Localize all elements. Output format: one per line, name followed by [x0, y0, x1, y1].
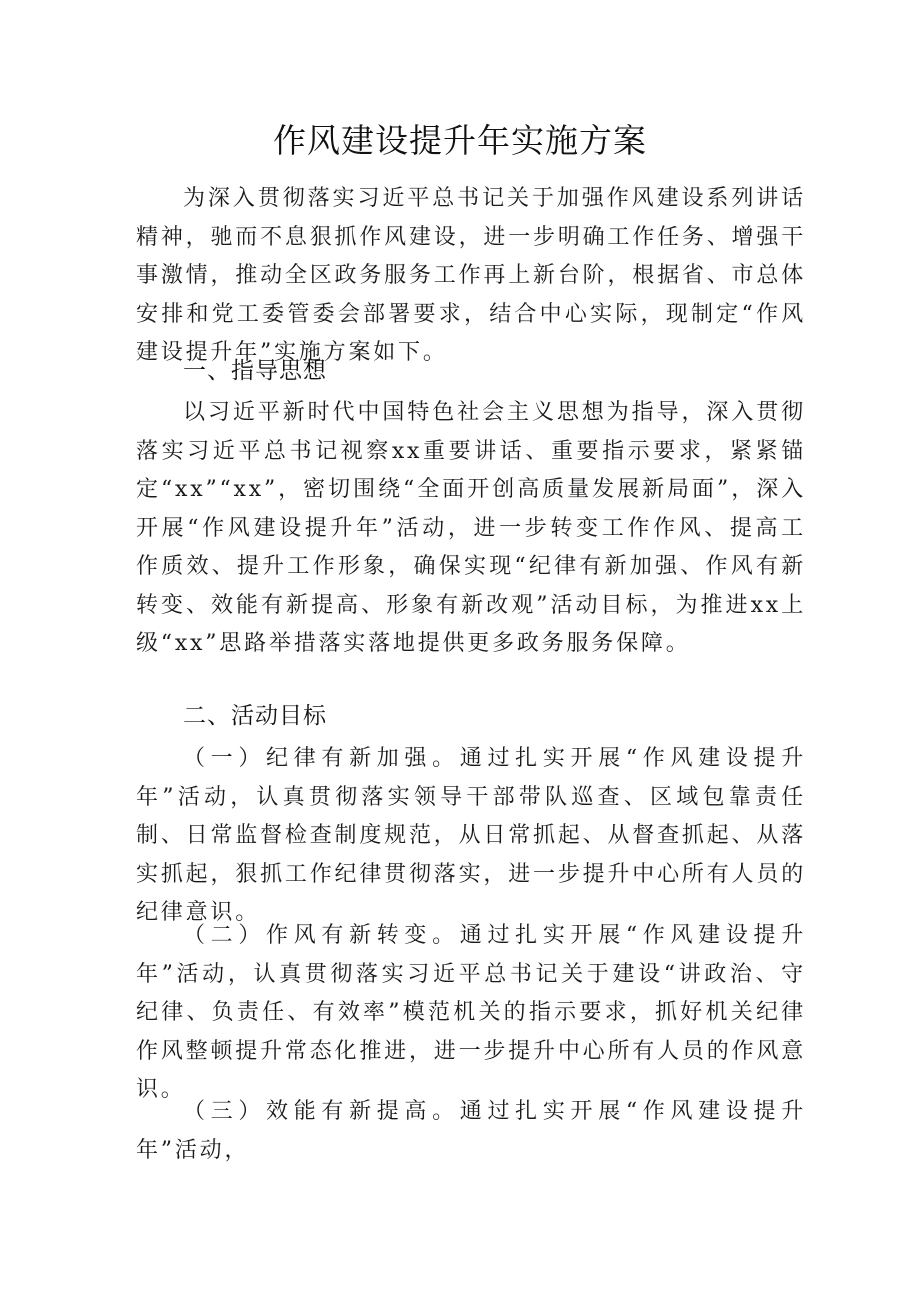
- goal-style-paragraph: （二）作风有新转变。通过扎实开展“作风建设提升年”活动，认真贯彻落实习近平总书记关于建设“讲政治、守纪律、负责任、有效率”模范机关的指示要求，抓好机关纪律作风整顿提升常态化推进，进一步提升中心所有人员的作风意识。: [136, 923, 806, 1102]
- goal-efficiency-paragraph: （三）效能有新提高。通过扎实开展“作风建设提升年”活动，: [136, 1099, 806, 1163]
- goal-discipline-paragraph: （一）纪律有新加强。通过扎实开展“作风建设提升年”活动，认真贯彻落实领导干部带队巡查、区域包靠责任制、日常监督检查制度规范，从日常抓起、从督查抓起、从落实抓起，狠抓工作纪律贯彻落实，进一步提升中心所有人员的纪律意识。: [136, 746, 806, 925]
- document-title: 作风建设提升年实施方案: [273, 121, 647, 160]
- intro-paragraph: 为深入贯彻落实习近平总书记关于加强作风建设系列讲话精神，驰而不息狠抓作风建设，进一步明确工作任务、增强干事激情，推动全区政务服务工作再上新台阶，根据省、市总体安排和党工委管委会部署要求，结合中心实际，现制定“作风建设提升年”实施方案如下。: [136, 186, 806, 365]
- section-heading-activity-goals: 二、活动目标: [183, 703, 327, 729]
- section-heading-guiding-ideology: 一、指导思想: [183, 358, 327, 384]
- guiding-ideology-paragraph: 以习近平新时代中国特色社会主义思想为指导，深入贯彻落实习近平总书记视察xx重要讲话、重要指示要求，紧紧锚定“xx”“xx”，密切围绕“全面开创高质量发展新局面”，深入开展“作风建设提升年”活动，进一步转变工作作风、提高工作质效、提升工作形象，确保实现“纪律有新加强、作风有新转变、效能有新提高、形象有新改观”活动目标，为推进xx上级“xx”思路举措落实落地提供更多政务服务保障。: [136, 400, 806, 656]
